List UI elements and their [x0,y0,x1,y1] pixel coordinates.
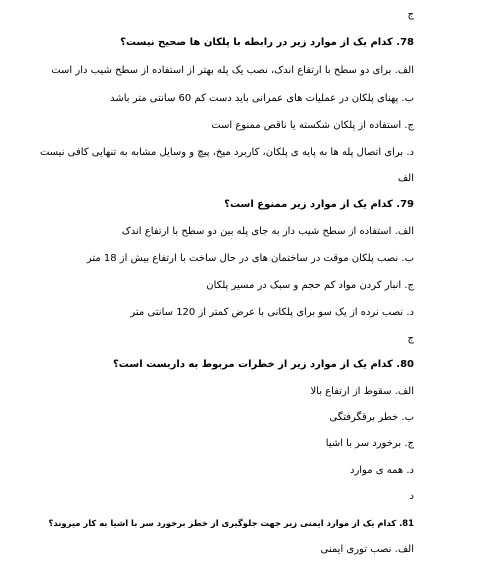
option-line: ج. انبار کردن مواد کم حجم و سبک در مسیر پلکان [206,280,414,291]
question-78: 78. کدام یک از موارد زیر در رابطه با پلکان ها صحیح نیست؟ [120,37,414,48]
option-line: ب. خطر برقگرفتگی [329,412,414,423]
question-80: 80. کدام یک از موارد زیر از خطرات مربوط به داربست است؟ [112,359,414,370]
option-line: ب. پهنای پلکان در عملیات های عمرانی باید دست کم 60 سانتی متر باشد [110,93,414,104]
answer-line: ج [407,9,414,20]
option-line: الف. سقوط از ارتفاع بالا [310,386,414,397]
answer-line: ج [407,333,414,344]
question-81: 81. کدام یک از موارد ایمنی زیر جهت جلوگیری از خطر برخورد سر با اشیا به کار میروند؟ [48,518,414,528]
option-line: الف. نصب توری ایمنی [320,544,414,555]
option-line: الف. برای دو سطح با ارتفاع اندک، نصب یک پله بهتر از استفاده از سطح شیب دار است [51,65,414,76]
answer-line: د [409,491,414,502]
option-line: ب. نصب پلکان موقت در ساختمان های در حال ساخت با ارتفاع بیش از 18 متر [86,253,414,264]
option-line: الف. استفاده از سطح شیب دار به جای پله بین دو سطح با ارتفاع اندک [121,226,414,237]
option-line: د. نصب نرده از یک سو برای پلکانی با عرض کمتر از 120 سانتی متر [130,307,414,318]
option-line: ج. استفاده از پلکان شکسته یا ناقص ممنوع است [211,120,414,131]
answer-line: الف [397,173,414,184]
question-79: 79. کدام یک از موارد زیر ممنوع است؟ [224,199,414,210]
option-line: د. همه ی موارد [350,465,414,476]
option-line: د. برای اتصال پله ها به پایه ی پلکان، کاربرد میخ، پیچ و وسایل مشابه به تنهایی کافی نیست [39,147,414,158]
option-line: ج. برخورد سر با اشیا [325,438,414,449]
